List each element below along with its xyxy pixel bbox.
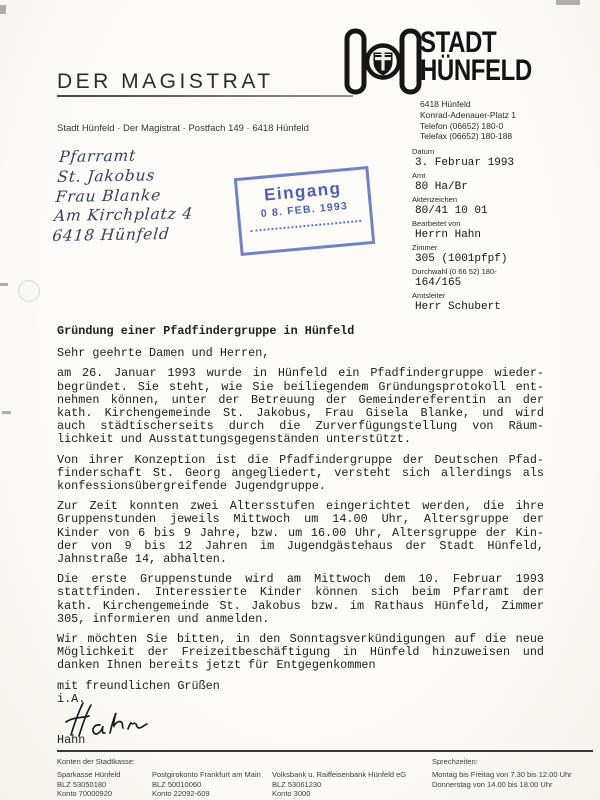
reference-info-panel bbox=[412, 148, 587, 316]
info-label: Amtsleiter bbox=[412, 291, 446, 300]
info-label: Aktenzeichen bbox=[412, 195, 458, 204]
info-item-aktenzeichen bbox=[412, 196, 587, 217]
info-item-amtsleiter bbox=[412, 292, 587, 313]
logo-wordmark-line2: HÜNFELD bbox=[420, 54, 532, 87]
paragraph-5: Wir möchten Sie bitten, in den Sonntagsverkündigungen auf die neue Möglichkeit der Freizeitbeschäftigung in Hünfeld hinzuweisen und danken Ihnen bereits jetzt für Entgegenkommen bbox=[57, 632, 544, 673]
department-title: DER MAGISTRAT bbox=[57, 70, 274, 93]
bank-column-postgiro bbox=[152, 770, 261, 799]
paragraph-4: Die erste Gruppenstunde wird am Mittwoch dem 10. Februar 1993 stattfinden. Interessierte Kinder können sich beim Pfarramt der kath. Kirchengemeinde St. Jakobus bzw. im Rathaus Hünfeld, Zimmer 305, informieren und anmelden. bbox=[57, 572, 544, 626]
logo-wordmark-line1: STADT bbox=[420, 26, 497, 59]
bank-column-volksbank bbox=[272, 770, 406, 799]
recipient-address-handwritten: Pfarramt St. Jakobus Frau Blanke Am Kirchplatz 4 6418 Hünfeld bbox=[51, 146, 194, 246]
city-address-block: 6418 Hünfeld Konrad-Adenauer-Platz 1 Telefon (06652) 180-0 Telefax (06652) 180-188 bbox=[420, 99, 516, 142]
subject-line: Gründung einer Pfadfindergruppe in Hünfeld bbox=[57, 324, 355, 338]
office-hours: Montag bis Freitag von 7.30 bis 12.00 Uhr Donnerstag von 14.00 bis 18.00 Uhr bbox=[432, 770, 572, 789]
info-item-zimmer bbox=[412, 244, 587, 265]
letter-body bbox=[57, 325, 544, 713]
paragraph-3: Zur Zeit konnten zwei Altersstufen eingerichtet werden, die ihre Gruppenstunden jeweils Mittwoch um 14.00 Uhr, Altersgruppe der Kinder von 6 bis 9 Jahre, bzw. um 16.00 Uhr, Altersgruppe der Kin- der von 9 bis 12 Jahren im Jugendgästehaus der Stadt Hünfeld, Jahnstraße 14, abhalten. bbox=[57, 499, 544, 567]
info-label: Datum bbox=[412, 147, 435, 156]
footer-accounts-heading: Konten der Stadtkasse: bbox=[57, 757, 135, 766]
bank-name: Volksbank u. Raiffeisenbank Hünfeld eG bbox=[272, 770, 407, 779]
info-item-bearbeitet-von bbox=[412, 220, 587, 241]
sender-return-line: Stadt Hünfeld · Der Magistrat · Postfach 149 · 6418 Hünfeld bbox=[57, 123, 309, 134]
punch-hole bbox=[18, 280, 40, 302]
logo-wordmark bbox=[420, 26, 532, 87]
stamp-date: 0 8. FEB. 1993 bbox=[260, 200, 349, 220]
entry-stamp bbox=[234, 166, 376, 256]
bank-name: Sparkasse Hünfeld bbox=[57, 770, 121, 779]
bank-blz: BLZ 53061230 bbox=[272, 779, 322, 789]
info-value: Herrn Hahn bbox=[415, 228, 482, 241]
department-underline bbox=[57, 95, 353, 97]
info-item-datum bbox=[412, 148, 587, 169]
signed-name: Hahn bbox=[57, 733, 86, 747]
info-value: 80/41 10 01 bbox=[415, 204, 488, 217]
bank-blz: BLZ 53050180 bbox=[57, 779, 107, 789]
info-label: Amt bbox=[412, 171, 426, 180]
bank-blz: BLZ 50010060 bbox=[152, 779, 202, 789]
scan-mark bbox=[2, 411, 11, 414]
info-label: Durchwahl (0 66 52) 180- bbox=[412, 267, 497, 276]
paragraph-2: Von ihrer Konzeption ist die Pfadfindergruppe der Deutschen Pfad- finderschaft St. Georg angegliedert, versteht sich allerdings als konfessionsübergreifende Jugendgruppe. bbox=[57, 452, 544, 494]
scan-mark bbox=[0, 283, 8, 286]
salutation: Sehr geehrte Damen und Herren, bbox=[57, 346, 270, 361]
scan-mark bbox=[0, 5, 6, 14]
stamp-title: Eingang bbox=[263, 178, 343, 205]
info-value: Herr Schubert bbox=[415, 300, 501, 313]
info-value: 3. Februar 1993 bbox=[415, 156, 515, 169]
info-label: Zimmer bbox=[412, 243, 438, 252]
info-item-amt bbox=[412, 172, 587, 193]
bank-konto: Konto 70000920 bbox=[57, 789, 113, 799]
scan-mark bbox=[556, 0, 580, 5]
info-value: 80 Ha/Br bbox=[415, 180, 468, 193]
bank-konto: Konto 22092-609 bbox=[152, 789, 210, 799]
info-value: 164/165 bbox=[415, 276, 462, 289]
paragraph-1: am 26. Januar 1993 wurde in Hünfeld ein Pfadfindergruppe wieder- begründet. Sie steht, wie Sie beiliegendem Gründungsprotokoll ent- nehmen können, unter der Betreuung der Gemeindereferentin an der kath. Kirchengemeinde St. Jakobus, Frau Gisela Blanke, und wird auch städtischerseits durch die Zurverfügungstellung von Räum- lichkeit und Ausstattungsgegenständen unterstützt. bbox=[57, 366, 544, 447]
info-item-durchwahl bbox=[412, 268, 587, 289]
info-value: 305 (1001pfpf) bbox=[415, 252, 508, 265]
bank-column-sparkasse bbox=[57, 770, 120, 799]
bank-konto: Konto 3000 bbox=[272, 789, 311, 799]
info-label: Bearbeitet von bbox=[412, 219, 461, 228]
stamp-dotted-line bbox=[251, 220, 362, 232]
footer-hours-heading: Sprechzeiten: bbox=[432, 757, 478, 766]
bank-name: Postgirokonto Frankfurt am Main bbox=[152, 770, 261, 779]
footer-rule bbox=[57, 750, 593, 752]
stadt-huenfeld-coat-of-arms-icon bbox=[344, 28, 422, 101]
closing-lines: mit freundlichen Grüßen i.A. bbox=[57, 678, 220, 706]
